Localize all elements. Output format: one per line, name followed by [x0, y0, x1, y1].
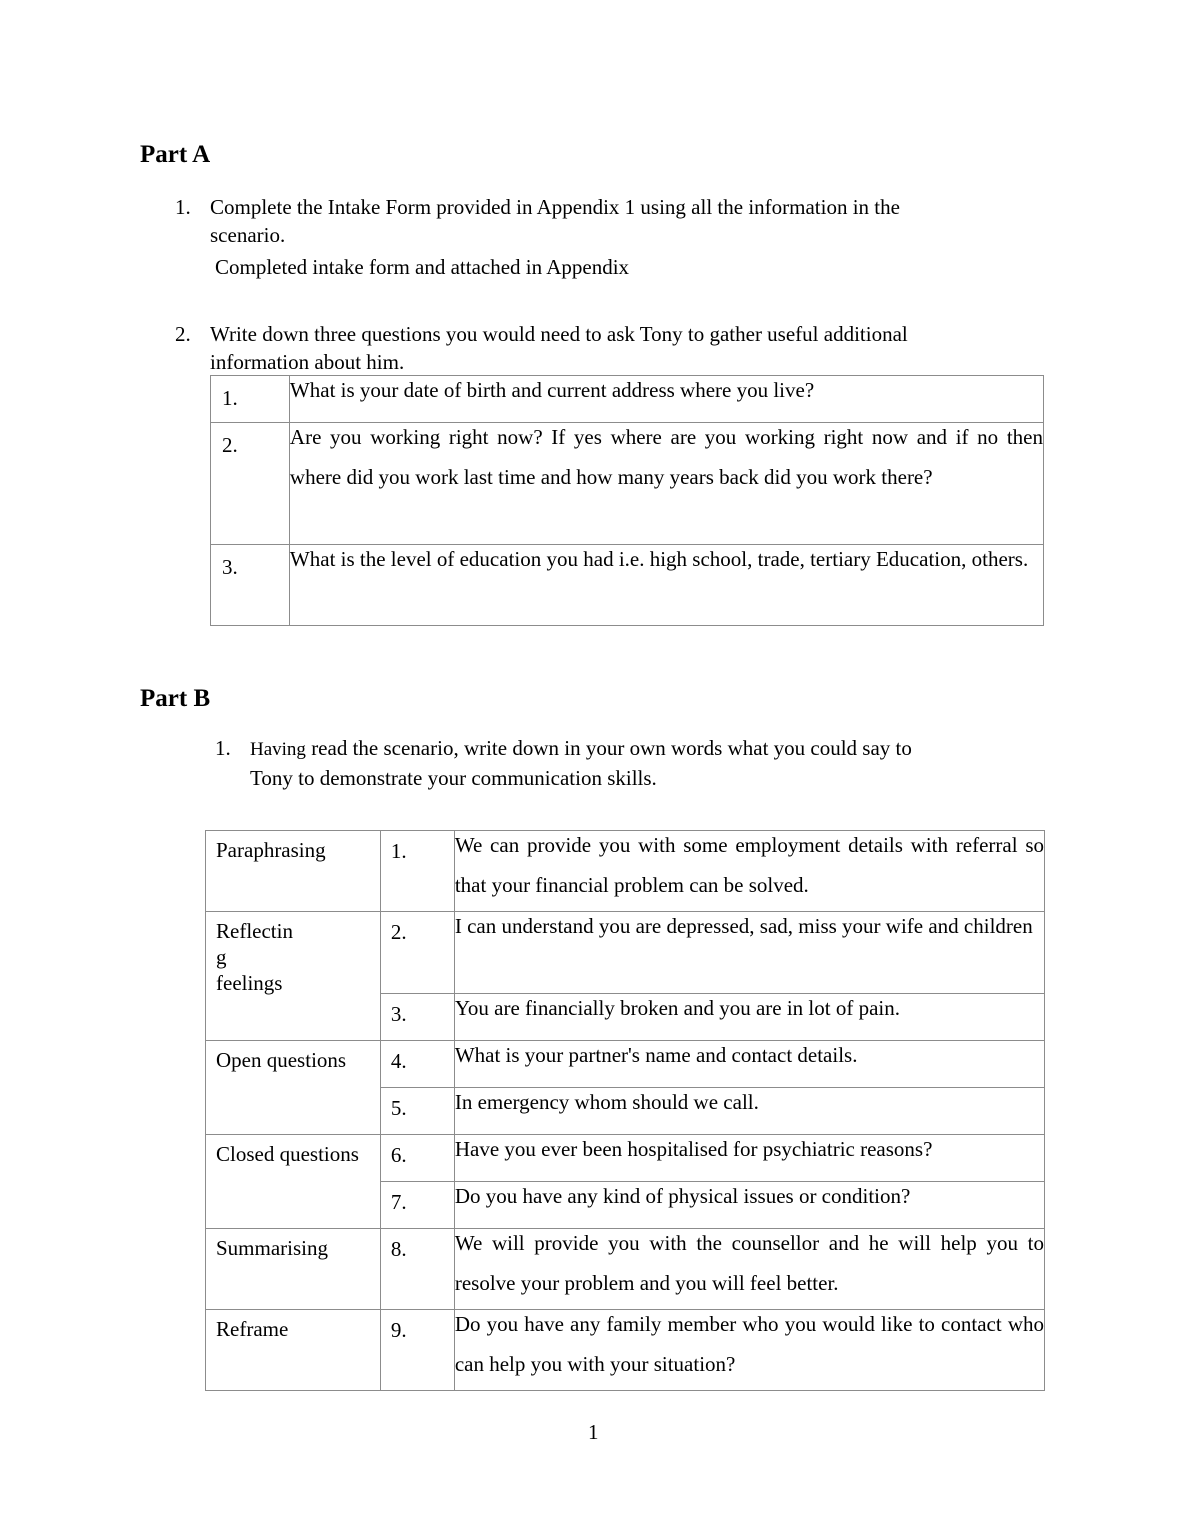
table-row [211, 376, 1044, 423]
question-text: Are you working right now? If yes where are you working right now and if no then where did you work last time and how many years back did you work there? [289, 423, 1043, 545]
response-number: 8. [380, 1229, 454, 1310]
question-number: 2. [211, 423, 290, 545]
question-text: What is the level of education you had i.e. high school, trade, tertiary Education, others. [289, 545, 1043, 626]
part-b-item1 [250, 734, 1030, 792]
question-text: What is your date of birth and current address where you live? [289, 376, 1043, 423]
part-b-item1-line1-rest: read the scenario, write down in your own words what you could say to [305, 736, 912, 760]
table-row [206, 1135, 1045, 1182]
part-a-item2-line2: information about him. [210, 350, 405, 374]
part-a-item1 [210, 193, 1030, 281]
question-number: 3. [211, 545, 290, 626]
part-a-item1-line2: scenario. [210, 223, 286, 247]
table-row [211, 423, 1044, 545]
response-number: 9. [380, 1310, 454, 1391]
table-row [206, 831, 1045, 912]
response-text: What is your partner's name and contact details. [454, 1041, 1044, 1088]
part-b-item1-number: 1. [215, 736, 231, 760]
skill-label: Summarising [206, 1229, 381, 1310]
part-a-item1-answer: Completed intake form and attached in Appendix [215, 255, 630, 279]
table-row [206, 1310, 1045, 1391]
response-number: 3. [380, 994, 454, 1041]
part-b-item1-line2: Tony to demonstrate your communication skills. [250, 766, 657, 790]
response-text: We will provide you with the counsellor and he will help you to resolve your problem and you will feel better. [454, 1229, 1044, 1310]
response-text: You are financially broken and you are in lot of pain. [454, 994, 1044, 1041]
questions-table [210, 375, 1044, 626]
table-row [206, 912, 1045, 994]
response-text: Do you have any family member who you would like to contact who can help you with your situation? [454, 1310, 1044, 1391]
response-text: We can provide you with some employment details with referral so that your financial problem can be solved. [454, 831, 1044, 912]
question-number: 1. [211, 376, 290, 423]
having-word: Having [250, 739, 306, 760]
skill-label: Open questions [206, 1041, 381, 1135]
response-number: 7. [380, 1182, 454, 1229]
response-text: In emergency whom should we call. [454, 1088, 1044, 1135]
response-text: Do you have any kind of physical issues or condition? [454, 1182, 1044, 1229]
response-number: 1. [380, 831, 454, 912]
part-a-item2-line1: Write down three questions you would need to ask Tony to gather useful additional [210, 322, 908, 346]
part-a-item2 [210, 320, 1030, 376]
response-text: I can understand you are depressed, sad, miss your wife and children [454, 912, 1044, 994]
part-a-item1-number: 1. [175, 195, 191, 219]
skills-table [205, 830, 1045, 1391]
table-row [206, 1041, 1045, 1088]
part-b-item1-line1 [250, 734, 1030, 764]
part-a-item2-number: 2. [175, 322, 191, 346]
skill-label: Reframe [206, 1310, 381, 1391]
skill-label: Closed questions [206, 1135, 381, 1229]
part-b-heading: Part B [140, 685, 211, 712]
response-text: Have you ever been hospitalised for psychiatric reasons? [454, 1135, 1044, 1182]
skill-label: Paraphrasing [206, 831, 381, 912]
response-number: 5. [380, 1088, 454, 1135]
part-a-item1-line1: Complete the Intake Form provided in Appendix 1 using all the information in the [210, 195, 900, 219]
response-number: 2. [380, 912, 454, 994]
skill-label: Reflectin g feelings [206, 912, 381, 1041]
table-row [206, 1229, 1045, 1310]
table-row [211, 545, 1044, 626]
response-number: 6. [380, 1135, 454, 1182]
response-number: 4. [380, 1041, 454, 1088]
page-number: 1 [588, 1420, 599, 1444]
part-a-heading: Part A [140, 141, 211, 168]
